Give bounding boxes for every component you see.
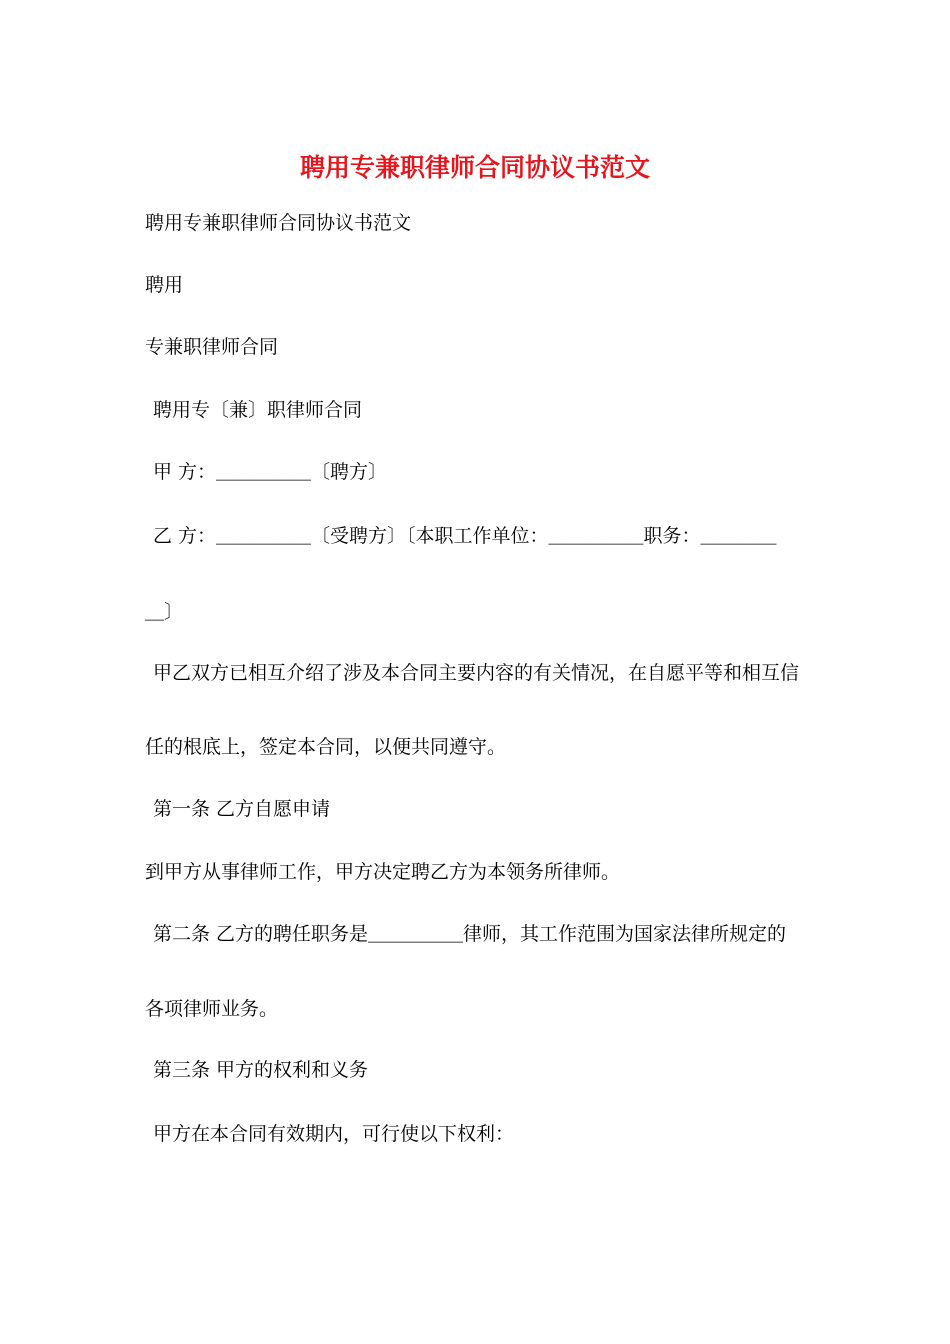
paragraph-11: 到甲方从事律师工作，甲方决定聘乙方为本领务所律师。 xyxy=(145,861,621,883)
document-title: 聘用专兼职律师合同协议书范文 xyxy=(299,153,650,182)
paragraph-14: 第三条 甲方的权利和义务 xyxy=(153,1059,369,1081)
paragraph-2: 聘用 xyxy=(145,274,184,296)
paragraph-8: 甲乙双方已相互介绍了涉及本合同主要内容的有关情况，在自愿平等和相互信 xyxy=(153,662,800,684)
paragraph-3: 专兼职律师合同 xyxy=(145,336,279,358)
paragraph-6: 乙 方：＿＿＿＿＿〔受聘方〕〔本职工作单位：＿＿＿＿＿职务：＿＿＿＿ xyxy=(153,525,777,547)
paragraph-7: ＿〕 xyxy=(145,601,184,623)
paragraph-9: 任的根底上，签定本合同，以便共同遵守。 xyxy=(145,736,507,758)
paragraph-15: 甲方在本合同有效期内，可行使以下权利： xyxy=(153,1123,515,1145)
paragraph-5: 甲 方：＿＿＿＿＿〔聘方〕 xyxy=(153,461,388,483)
paragraph-4: 聘用专〔兼〕职律师合同 xyxy=(153,399,363,421)
paragraph-13: 各项律师业务。 xyxy=(145,998,279,1020)
paragraph-12: 第二条 乙方的聘任职务是＿＿＿＿＿律师，其工作范围为国家法律所规定的 xyxy=(153,923,787,945)
paragraph-10: 第一条 乙方自愿申请 xyxy=(153,798,331,820)
paragraph-1: 聘用专兼职律师合同协议书范文 xyxy=(145,212,412,234)
